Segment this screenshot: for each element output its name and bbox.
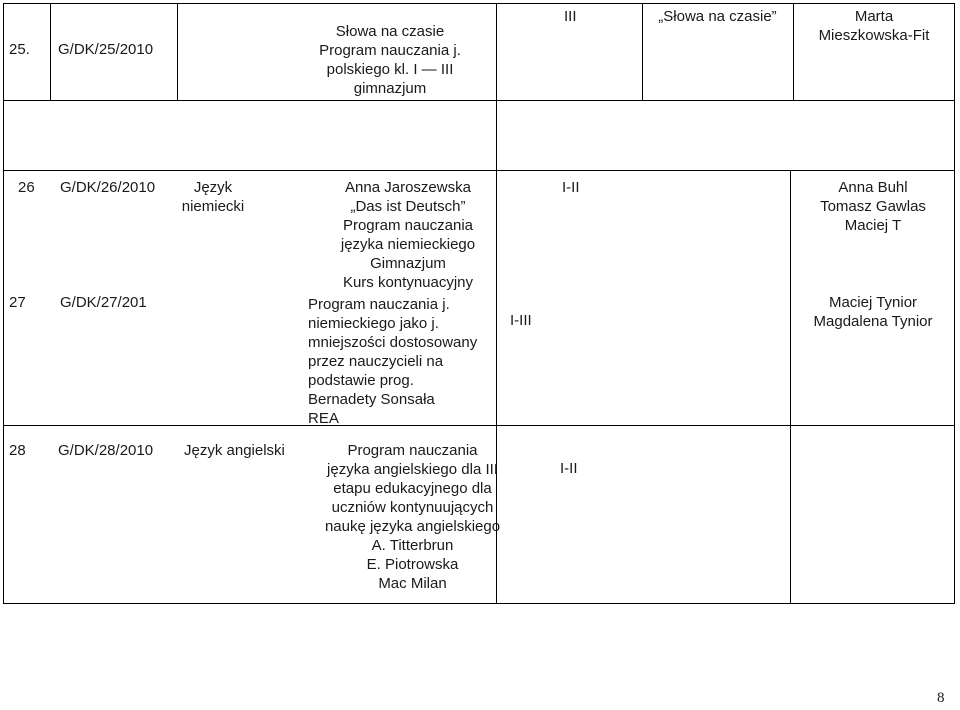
program-title-line: etapu edukacyjnego dla — [333, 480, 492, 497]
program-title-line: języka niemieckiego — [340, 236, 476, 253]
author-line: Marta — [854, 8, 894, 25]
subject: Język angielski — [184, 442, 285, 459]
program-title-line: przez nauczycieli na — [308, 353, 444, 370]
program-title-line: Program nauczania — [342, 217, 474, 234]
program-title-line: Anna Jaroszewska — [345, 179, 471, 196]
program-title-line: Gimnazjum — [370, 255, 446, 272]
program-code: G/DK/25/2010 — [58, 41, 154, 58]
textbook-title: „Słowa na czasie” — [658, 8, 777, 25]
program-title-line: uczniów kontynuujących — [331, 499, 494, 516]
author-line: Tomasz Gawlas — [820, 198, 926, 215]
program-title-line: REA — [308, 410, 339, 427]
row-number: 28 — [9, 442, 26, 459]
author-line: Anna Buhl — [838, 179, 908, 196]
subject-line: niemiecki — [181, 198, 245, 215]
author-line: Magdalena Tynior — [813, 313, 933, 330]
program-code: G/DK/28/2010 — [58, 442, 154, 459]
grid-line — [954, 3, 955, 604]
program-title-line: języka angielskiego dla III — [327, 461, 498, 478]
page-number: 8 — [937, 690, 945, 706]
program-title-line: podstawie prog. — [308, 372, 414, 389]
row-number: 26 — [18, 179, 35, 196]
subject-line: Język — [193, 179, 233, 196]
program-code: G/DK/26/2010 — [60, 179, 156, 196]
row-number: 27 — [9, 294, 26, 311]
program-title-line: niemieckiego jako j. — [308, 315, 439, 332]
grid-line — [790, 170, 791, 603]
program-title-line: mniejszości dostosowany — [308, 334, 478, 351]
program-title-line: Program nauczania j. — [319, 42, 461, 59]
education-stage: I-II — [562, 179, 580, 196]
grid-line — [50, 3, 51, 100]
program-title-line: Program nauczania j. — [308, 296, 450, 313]
program-title-line: „Das ist Deutsch” — [350, 198, 466, 215]
program-title-line: Program nauczania — [347, 442, 478, 459]
grid-line — [3, 603, 955, 604]
program-code: G/DK/27/201 — [60, 294, 147, 311]
education-stage: III — [564, 8, 577, 25]
row-number: 25. — [9, 41, 30, 58]
program-title-line: gimnazjum — [353, 80, 427, 97]
grid-line — [793, 3, 794, 100]
education-stage: I-III — [510, 312, 532, 329]
author-line: Maciej Tynior — [828, 294, 918, 311]
grid-line — [3, 170, 955, 171]
grid-line — [3, 3, 955, 4]
program-title-line: Kurs kontynuacyjny — [342, 274, 474, 291]
grid-line — [3, 3, 4, 604]
grid-line — [3, 425, 955, 426]
program-title-line: Mac Milan — [378, 575, 447, 592]
author-line: Maciej T — [844, 217, 902, 234]
author-line: Mieszkowska-Fit — [818, 27, 930, 44]
program-title-line: A. Titterbrun — [371, 537, 454, 554]
program-title-line: naukę języka angielskiego — [324, 518, 501, 535]
program-title-line: polskiego kl. I — III — [326, 61, 454, 78]
grid-line — [177, 3, 178, 100]
grid-line — [3, 100, 955, 101]
program-title-line: Słowa na czasie — [335, 23, 445, 40]
education-stage: I-II — [560, 460, 578, 477]
grid-line — [642, 3, 643, 100]
program-title-line: E. Piotrowska — [366, 556, 459, 573]
program-title-line: Bernadety Sonsała — [308, 391, 435, 408]
